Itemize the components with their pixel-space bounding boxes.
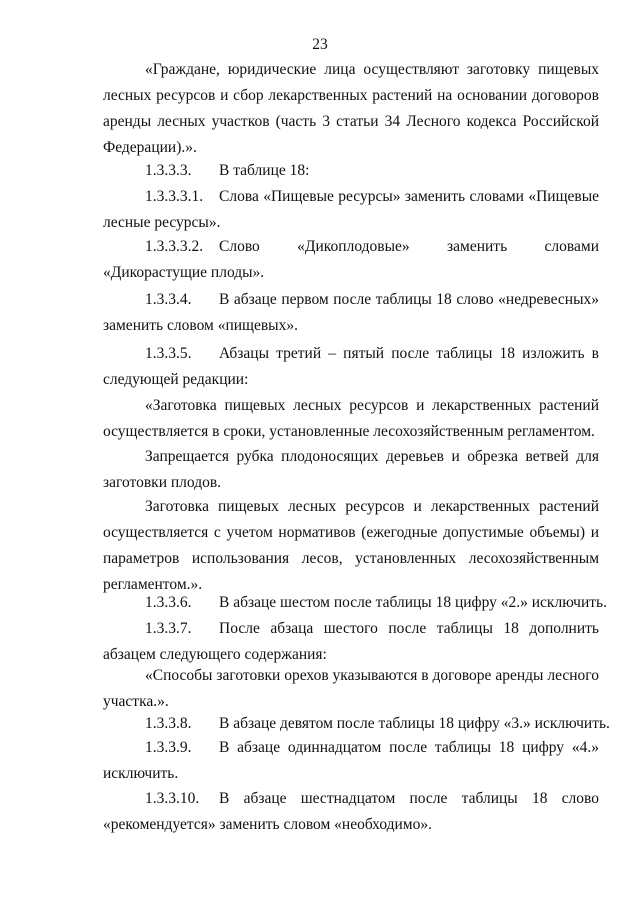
paragraph-1-3-3-4: [103, 287, 599, 339]
paragraph-text: Абзацы третий – пятый после таблицы 18 изложить в следующей редакции:: [103, 345, 599, 388]
paragraph-1-3-3-10: [103, 786, 599, 838]
clause-number: 1.3.3.3.1.: [145, 188, 204, 205]
paragraph-quote-citizens: [103, 57, 599, 161]
paragraph-text: «Граждане, юридические лица осуществляют заготовку пищевых лесных ресурсов и сбор лекарственных растений на основании договоров аренды лесных участков (часть 3 статьи 34 Лесного кодекса Российской Федерации).».: [103, 61, 599, 156]
paragraph-text: В абзаце девятом после таблицы 18 цифру «3.» исключить.: [219, 715, 610, 732]
paragraph-harvest-norms: [103, 494, 599, 598]
clause-number: 1.3.3.5.: [145, 345, 192, 362]
paragraph-1-3-3-3-2: [103, 234, 599, 286]
paragraph-text: Слова «Пищевые ресурсы» заменить словами «Пищевые лесные ресурсы».: [103, 188, 599, 231]
clause-number: 1.3.3.7.: [145, 620, 192, 637]
paragraph-1-3-3-6: [145, 590, 607, 616]
paragraph-1-3-3-3: [145, 158, 599, 184]
paragraph-text: В абзаце шестнадцатом после таблицы 18 слово «рекомендуется» заменить словом «необходимо».: [103, 790, 599, 833]
paragraph-1-3-3-3-1: [103, 184, 599, 236]
clause-number: 1.3.3.6.: [145, 594, 192, 611]
clause-number: 1.3.3.9.: [145, 739, 192, 756]
paragraph-1-3-3-8: [145, 711, 610, 737]
paragraph-text: Слово «Дикоплодовые» заменить словами «Дикорастущие плоды».: [103, 238, 599, 281]
paragraph-text: Заготовка пищевых лесных ресурсов и лекарственных растений осуществляется с учетом нормативов (ежегодные допустимые объемы) и параметров использования лесов, установленных лесохозяйственным регламентом.».: [103, 498, 599, 593]
clause-number: 1.3.3.8.: [145, 715, 192, 732]
paragraph-text: В абзаце одиннадцатом после таблицы 18 цифру «4.» исключить.: [103, 739, 599, 782]
paragraph-1-3-3-7: [103, 616, 599, 668]
paragraph-text: В таблице 18:: [219, 162, 310, 179]
clause-number: 1.3.3.3.2.: [145, 238, 204, 255]
page-number: 23: [312, 36, 328, 53]
paragraph-text: Запрещается рубка плодоносящих деревьев и обрезка ветвей для заготовки плодов.: [103, 448, 599, 491]
paragraph-text: В абзаце первом после таблицы 18 слово «недревесных» заменить словом «пищевых».: [103, 291, 599, 334]
paragraph-text: «Способы заготовки орехов указываются в договоре аренды лесного участка.».: [103, 667, 599, 710]
paragraph-1-3-3-5: [103, 341, 599, 393]
paragraph-logging-prohibited: [103, 444, 599, 496]
paragraph-1-3-3-9: [103, 735, 599, 787]
clause-number: 1.3.3.10.: [145, 790, 200, 807]
paragraph-text: После абзаца шестого после таблицы 18 дополнить абзацем следующего содержания:: [103, 620, 599, 663]
paragraph-text: В абзаце шестом после таблицы 18 цифру «2.» исключить.: [219, 594, 607, 611]
paragraph-quote-nut-harvest: [103, 663, 599, 715]
paragraph-quote-harvest-terms: [103, 393, 599, 445]
clause-number: 1.3.3.4.: [145, 291, 192, 308]
paragraph-text: «Заготовка пищевых лесных ресурсов и лекарственных растений осуществляется в сроки, установленные лесохозяйственным регламентом.: [103, 397, 599, 440]
clause-number: 1.3.3.3.: [145, 162, 192, 179]
